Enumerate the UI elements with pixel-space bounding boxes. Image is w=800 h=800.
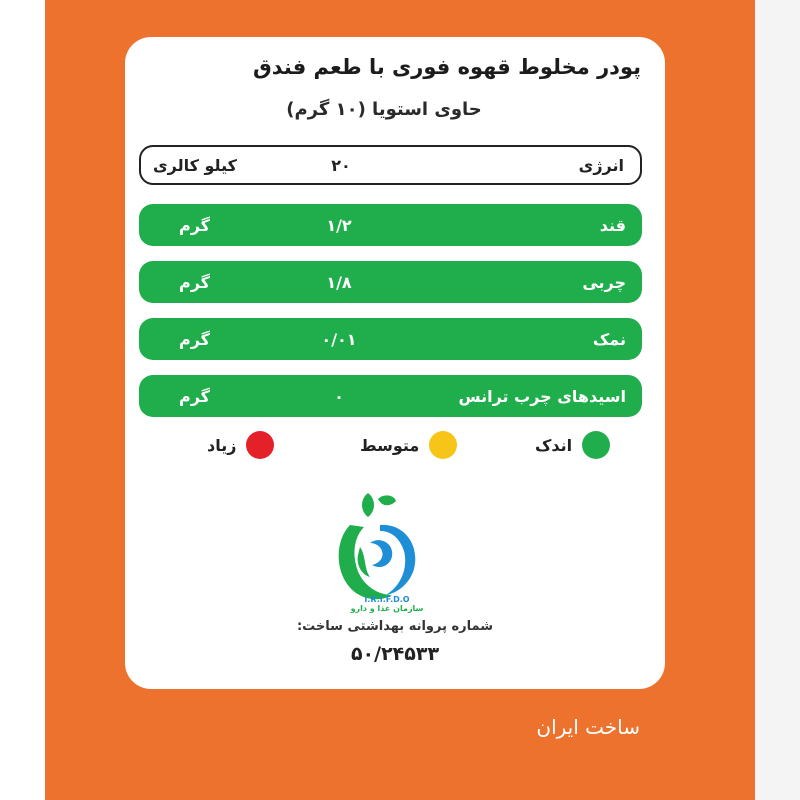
legend-high bbox=[207, 430, 274, 460]
nutrition-label-card bbox=[125, 37, 665, 689]
fat-unit: گرم bbox=[179, 272, 210, 292]
legend-low bbox=[535, 430, 610, 460]
made-in-label: ساخت ایران bbox=[536, 715, 640, 739]
yellow-circle-icon bbox=[429, 431, 457, 459]
sugar-row bbox=[139, 204, 642, 246]
salt-value: ۰/۰۱ bbox=[321, 329, 357, 349]
product-title: پودر مخلوط قهوه فوری با طعم فندق bbox=[253, 55, 641, 79]
red-circle-icon bbox=[246, 431, 274, 459]
trans-fat-value: ۰ bbox=[334, 386, 344, 406]
salt-unit: گرم bbox=[179, 329, 210, 349]
fat-row bbox=[139, 261, 642, 303]
green-circle-icon bbox=[582, 431, 610, 459]
sugar-label: قند bbox=[599, 215, 626, 235]
right-edge-strip bbox=[755, 0, 800, 800]
trans-fat-label: اسیدهای چرب ترانس bbox=[458, 386, 626, 406]
energy-row bbox=[139, 145, 642, 185]
energy-unit: کیلو کالری bbox=[153, 155, 237, 175]
legend-high-label: زیاد bbox=[207, 435, 237, 455]
license-label: شماره پروانه بهداشتی ساخت: bbox=[296, 619, 494, 634]
legend-low-label: اندک bbox=[535, 435, 573, 455]
salt-row bbox=[139, 318, 642, 360]
fat-value: ۱/۸ bbox=[326, 272, 352, 292]
license-number: ۵۰/۲۴۵۳۳ bbox=[350, 643, 440, 665]
fat-label: چربی bbox=[582, 272, 626, 292]
logo-caption: I.R.I.F.D.O سازمان غذا و دارو bbox=[350, 595, 424, 613]
legend-medium bbox=[360, 430, 457, 460]
sugar-value: ۱/۲ bbox=[326, 215, 352, 235]
legend-medium-label: متوسط bbox=[360, 435, 420, 455]
energy-label: انرژی bbox=[578, 155, 624, 175]
energy-value: ۲۰ bbox=[331, 155, 351, 175]
trans-fat-unit: گرم bbox=[179, 386, 210, 406]
trans-fat-row bbox=[139, 375, 642, 417]
sugar-unit: گرم bbox=[179, 215, 210, 235]
product-subtitle: حاوی استویا (۱۰ گرم) bbox=[286, 99, 482, 120]
salt-label: نمک bbox=[592, 329, 626, 349]
